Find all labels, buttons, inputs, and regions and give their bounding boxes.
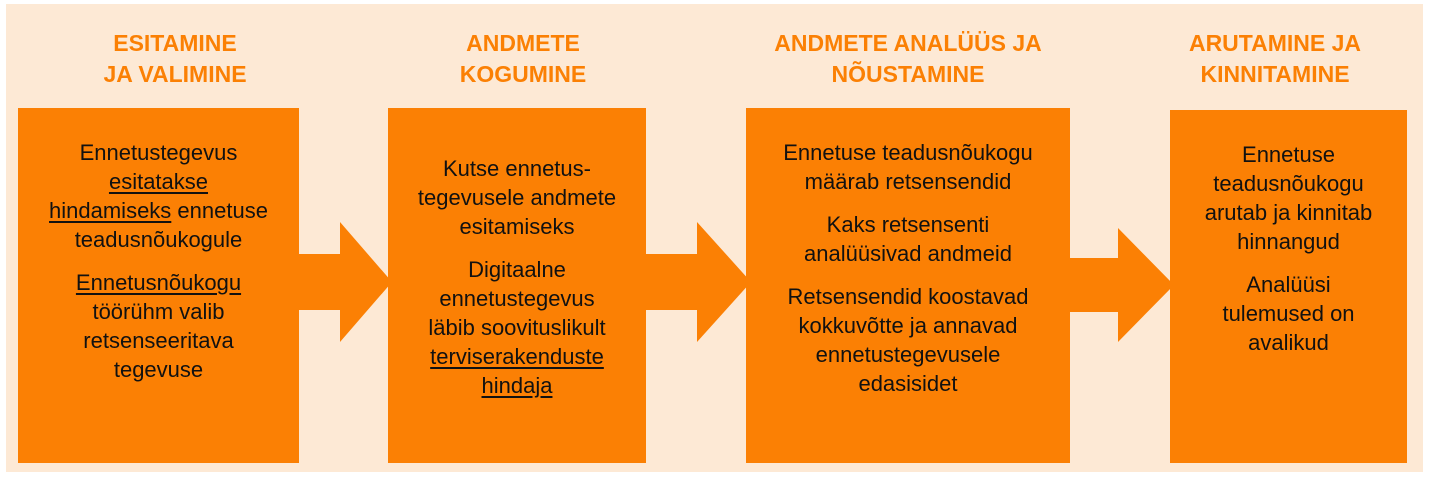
text-run: Digitaalne	[468, 257, 566, 282]
text-line	[788, 369, 1029, 398]
text-run: määrab retsensendid	[804, 169, 1012, 194]
stage-title-line: ARUTAMINE JA	[1188, 30, 1362, 56]
underlined-term: terviserakenduste	[430, 344, 604, 369]
text-run: retsenseeritava	[83, 328, 234, 353]
stage-paragraph	[428, 255, 605, 400]
text-line	[1205, 169, 1373, 198]
text-line	[49, 138, 268, 167]
stage-1-box	[18, 108, 299, 463]
text-line	[418, 183, 616, 212]
stage-4-title	[1150, 28, 1400, 90]
stage-title-line: ANDMETE	[466, 30, 580, 56]
text-run: Kutse ennetus-	[443, 156, 591, 181]
text-run: teadusnõukogu	[1213, 171, 1364, 196]
stage-3-box	[746, 108, 1070, 463]
text-line	[804, 210, 1012, 239]
stage-paragraph	[76, 268, 241, 384]
text-run: ennetuse	[171, 198, 268, 223]
text-line	[788, 282, 1029, 311]
text-run: ennetustegevusele	[815, 342, 1001, 367]
arrow-shape	[1068, 228, 1174, 342]
text-run: läbib soovituslikult	[428, 315, 606, 340]
text-run: Ennetuse teadusnõukogu	[783, 140, 1033, 165]
text-line	[788, 340, 1029, 369]
text-run: hinnangud	[1237, 229, 1340, 254]
text-run: tulemused on	[1222, 301, 1355, 326]
text-run: ennetustegevus	[439, 286, 595, 311]
stage-paragraph	[804, 210, 1012, 268]
stage-paragraph	[1222, 270, 1354, 357]
text-line	[1222, 270, 1354, 299]
text-run: avalikud	[1248, 330, 1329, 355]
stage-title-line: ANDMETE ANALÜÜS JA	[774, 30, 1042, 56]
text-run: Retsensendid koostavad	[787, 284, 1029, 309]
arrow-shape	[296, 222, 392, 342]
text-line	[1205, 227, 1373, 256]
arrow-right-icon	[643, 222, 751, 342]
text-line	[428, 313, 605, 342]
stage-paragraph	[49, 138, 268, 254]
underlined-term: esitatakse	[108, 169, 209, 194]
stage-2-title	[400, 28, 646, 90]
text-line	[1222, 299, 1354, 328]
text-line	[1205, 140, 1373, 169]
stage-1-title	[50, 28, 300, 90]
text-line	[76, 355, 241, 384]
text-line	[1222, 328, 1354, 357]
text-line	[428, 255, 605, 284]
text-line	[418, 212, 616, 241]
stage-3-title	[738, 28, 1078, 90]
text-line	[76, 268, 241, 297]
arrow-shape	[643, 222, 751, 342]
text-line	[428, 284, 605, 313]
text-line	[76, 297, 241, 326]
stage-paragraph	[788, 282, 1029, 398]
stage-paragraph	[1205, 140, 1373, 256]
text-run: töörühm valib	[92, 299, 225, 324]
arrow-right-icon	[1068, 228, 1174, 342]
stage-title-line: KINNITAMINE	[1200, 61, 1350, 87]
text-line	[49, 167, 268, 196]
arrow-right-icon	[296, 222, 392, 342]
stage-2-box	[388, 108, 646, 463]
text-line	[788, 311, 1029, 340]
text-line	[1205, 198, 1373, 227]
text-run: edasisidet	[858, 371, 958, 396]
text-line	[76, 326, 241, 355]
text-run: esitamiseks	[459, 214, 575, 239]
stage-title-line: KOGUMINE	[459, 61, 587, 87]
text-line	[418, 154, 616, 183]
text-line	[49, 196, 268, 225]
text-line	[428, 342, 605, 371]
stage-title-line: ESITAMINE	[113, 30, 237, 56]
text-run: tegevuse	[113, 357, 204, 382]
underlined-term: Ennetusnõukogu	[75, 270, 242, 295]
text-run: kokkuvõtte ja annavad	[798, 313, 1018, 338]
stage-title-line: NÕUSTAMINE	[831, 61, 985, 87]
stage-title-line: JA VALIMINE	[103, 61, 247, 87]
text-run: analüüsivad andmeid	[804, 241, 1012, 266]
text-line	[783, 167, 1033, 196]
text-line	[804, 239, 1012, 268]
stage-4-box	[1170, 110, 1407, 463]
text-run: arutab ja kinnitab	[1204, 200, 1373, 225]
text-run: teadusnõukogule	[74, 227, 243, 252]
underlined-term: hindamiseks	[49, 198, 172, 223]
stage-paragraph	[418, 154, 616, 241]
text-run: Ennetustegevus	[79, 140, 238, 165]
stage-paragraph	[783, 138, 1033, 196]
text-line	[49, 225, 268, 254]
underlined-term: hindaja	[481, 373, 553, 398]
text-run: tegevusele andmete	[417, 185, 617, 210]
text-run: Kaks retsensenti	[826, 212, 990, 237]
text-run: Ennetuse	[1242, 142, 1335, 167]
text-line	[428, 371, 605, 400]
text-run: Analüüsi	[1246, 272, 1331, 297]
text-line	[783, 138, 1033, 167]
